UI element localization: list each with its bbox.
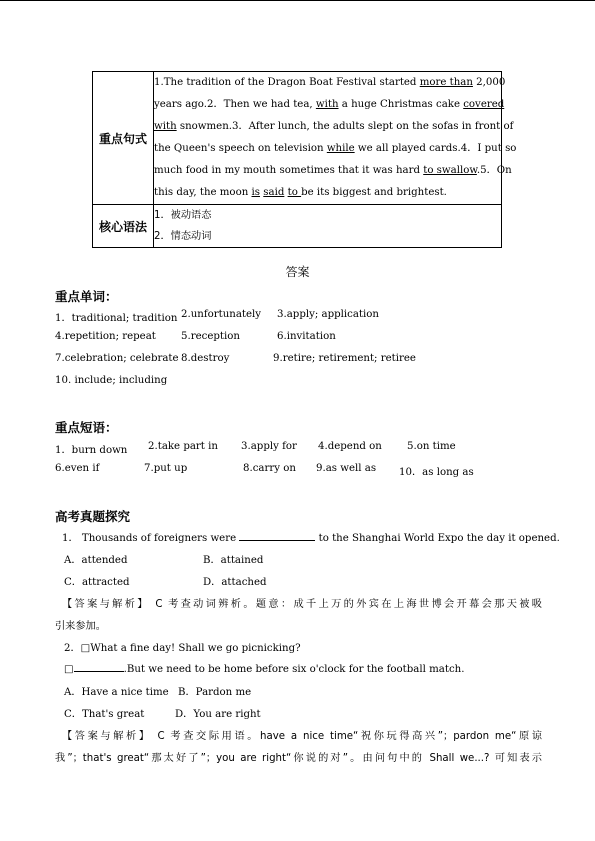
vocab-item: 9.retire; retirement; retiree <box>273 353 416 364</box>
phrase-item: 8.carry on <box>243 463 296 474</box>
exam-heading: 高考真题探究 <box>55 509 131 524</box>
phrase-item: 3.apply for <box>241 441 297 452</box>
answer-blank <box>74 661 124 672</box>
question-2-analysis: 【答案与解析】 C 考查交际用语。have a nice time“祝你玩得高兴”；pardon me“原谅 <box>62 731 542 742</box>
key-points-table <box>92 71 517 248</box>
option-d: D．You are right <box>175 709 261 720</box>
sentence-line: with snowmen.3．After lunch, the adults slept on the sofas in front of <box>154 121 514 132</box>
sentence-line: much food in my mouth sometimes that it was hard to swallow.5．On <box>154 165 512 176</box>
sentences-cell <box>154 72 517 205</box>
table-row <box>93 72 502 205</box>
option-d: D．attached <box>203 577 267 588</box>
sentence-line: the Queen's speech on television while we all played cards.4．I put so <box>154 143 517 154</box>
vocab-item: 2.unfortunately <box>181 309 262 320</box>
vocab-item: 4.repetition; repeat <box>55 331 156 342</box>
option-b: B．attained <box>203 555 264 566</box>
answer-blank <box>239 530 315 541</box>
vocab-item: 10. include; including <box>55 375 168 386</box>
row-label-grammar: 核心语法 <box>93 205 154 248</box>
option-c: C．attracted <box>64 577 130 588</box>
vocab-item: 6.invitation <box>277 331 336 342</box>
table-row <box>93 205 502 248</box>
top-rule <box>0 0 595 1</box>
phrase-item: 4.depend on <box>318 441 382 452</box>
phrase-item: 2.take part in <box>148 441 218 452</box>
phrase-item: 10．as long as <box>399 467 474 478</box>
vocab-item: 1．traditional; tradition <box>55 313 178 324</box>
phrase-item: 6.even if <box>55 463 100 474</box>
option-c: C．That's great <box>64 709 145 720</box>
sentence-line: years ago.2．Then we had tea, with a huge Christmas cake covered <box>154 99 505 110</box>
question-2-analysis-cont: 我”；that's great“那太好了”；you are right“你说的对”。由问句中的 Shall we...? 可知表示 <box>55 753 542 764</box>
phrase-item: 7.put up <box>144 463 188 474</box>
question-2-reply: □ .But we need to be home before six o'clock for the football match. <box>64 661 464 675</box>
phrase-item: 9.as well as <box>316 463 377 474</box>
vocab-item: 7.celebration; celebrate <box>55 353 179 364</box>
grammar-item: 2．情态动词 <box>154 231 212 242</box>
question-2-stem: 2．□What a fine day! Shall we go picnicking? <box>64 643 301 654</box>
grammar-cell <box>154 205 502 248</box>
phrase-item: 5.on time <box>407 441 456 452</box>
vocab-heading: 重点单词： <box>55 289 118 304</box>
vocab-item: 3.apply; application <box>277 309 379 320</box>
question-1-analysis: 【答案与解析】 C 考查动词辨析。题意：成千上万的外宾在上海世博会开幕会那天被吸 <box>62 599 542 610</box>
grammar-item: 1．被动语态 <box>154 210 212 221</box>
option-a: A．Have a nice time <box>64 687 169 698</box>
sentence-line: 1.The tradition of the Dragon Boat Festival started more than 2,000 <box>154 77 506 88</box>
answer-title: 答案 <box>285 265 310 279</box>
phrases-heading: 重点短语： <box>55 420 118 435</box>
question-1-stem: 1． Thousands of foreigners were to the Shanghai World Expo the day it opened. <box>62 529 560 544</box>
row-label-sentences: 重点句式 <box>93 72 154 205</box>
vocab-item: 8.destroy <box>181 353 230 364</box>
option-a: A．attended <box>64 555 128 566</box>
phrase-item: 1．burn down <box>55 445 128 456</box>
option-b: B．Pardon me <box>178 687 252 698</box>
sentence-line: this day, the moon is said to be its biggest and brightest. <box>154 187 447 198</box>
vocab-item: 5.reception <box>181 331 240 342</box>
question-1-analysis-cont: 引来参加。 <box>55 621 106 632</box>
